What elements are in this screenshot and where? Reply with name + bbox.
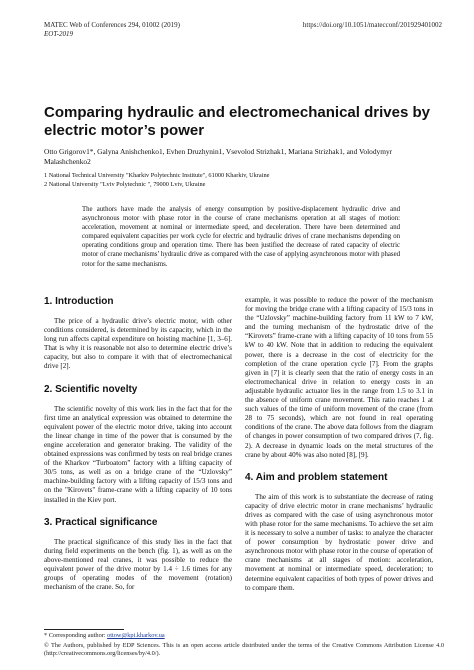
conference-line: EOT-2019 xyxy=(44,30,74,38)
abstract: The authors have made the analysis of energy consumption by positive-displacement hydraulic drive and asynchronous motor with phase rotor in the course of crane mechanisms operation at all stages of motion: acceleration, movement at nominal or intermediate speed, and deceleration. There have been determined and compared equivalent capacities per work cycle for electric and hydraulic drives of crane mechanisms depending on operating conditions group and operation time. There has been justified the decrease of rated capacity of electric motor of crane mechanisms’ hydraulic drive as compared with the case of applying asynchronous motor with phased rotor for the same mechanisms. xyxy=(82,206,400,268)
aim-paragraph: The aim of this work is to substantiate the decrease of rating capacity of drive electric motor in crane mechanisms’ hydraulic drives as compared with the case of using asynchronous motor with phase rotor for the same mechanisms. To achieve the set aim it is necessary to solve a number of tasks: to analyze the character of power consumption by hydrostatic power drive and asynchronous motor with phase rotor in the course of operation of crane mechanisms at all stages of motion: acceleration, movement at nominal or intermediate speed, deceleration; to determine equivalent capacities of both types of power drives and to compare them. xyxy=(245,492,433,592)
introduction-paragraph: The price of a hydraulic drive’s electric motor, with other conditions considered, is determined by its capacity, which in the long run affects capital expenditure on hoisting machine [1, 3–6]. That is why it is reasonable not also to determine electric drive’s capacity, but also to compare it with that of electromechanical drive [2]. xyxy=(44,317,232,371)
journal-header xyxy=(44,21,180,39)
author-names: Otto Grigorov1*, Galyna Anishchenko1, Evhen Druzhynin1, Vsevolod Strizhak1, Mariana Strizhak1, and Volodymyr Malashchenko2 xyxy=(44,147,393,166)
license-notice: © The Authors, published by EDP Sciences. This is an open access article distributed under the terms of the Creative Commons Attribution License 4.0 (http://creativecommons.org/licenses/by/4.0/). xyxy=(44,642,444,657)
footnote xyxy=(44,632,165,640)
footnote-label: * Corresponding author: xyxy=(44,632,108,639)
section-heading-introduction: 1. Introduction xyxy=(44,296,114,307)
paper-title: Comparing hydraulic and electromechanical drives by electric motor’s power xyxy=(44,104,430,139)
affiliation-1: 1 National Technical University "Kharkiv Polytechnic Institute", 61000 Kharkiv, Ukraine xyxy=(44,172,270,179)
practical-text xyxy=(44,538,232,593)
aim-text xyxy=(245,493,433,593)
section-heading-novelty: 2. Scientific novelty xyxy=(44,383,138,395)
introduction-text xyxy=(44,317,232,372)
author-list xyxy=(44,147,434,167)
practical-continued-paragraph: example, it was possible to reduce the power of the mechanism for moving the bridge crane with a lifting capacity of 15/3 tons in the “Uzlovsky” machine-building factory from 11 kW to 7 kW, and the turning mechanism of the hydrostatic drive of the “Kirovets” frame-crane with a lifting capacity of 10 tons from 55 kW to 40 kW. Note that in addition to reducing the equivalent power, there is a decrease in the cost of electricity for the completion of the crane operation cycle [7]. From the graphs given in [7] it is clearly seen that the ratio of energy costs in an electromechanical drive in relation to energy costs in an adjustable hydraulic actuator lies in the range from 1.5 to 3.1 in the absence of uniform crane movement. This ratio reaches 1 at such values of the time of uniform movement of the crane (from 28 to 75 seconds), which are not found in real operating conditions of the crane. The above data follows from the diagram of changes in power consumption of two compared drives (7, fig. 2). A decrease in dynamic loads on the metal structures of the crane by about 40% was also noted [8], [9]. xyxy=(245,296,433,459)
section-heading-aim: 4. Aim and problem statement xyxy=(245,471,388,483)
right-column xyxy=(245,296,433,593)
practical-continued-text xyxy=(245,296,433,460)
section-heading-practical: 3. Practical significance xyxy=(44,516,158,528)
footnote-rule xyxy=(44,629,124,630)
novelty-text xyxy=(44,405,232,505)
doi-link[interactable]: https://doi.org/10.1051/matecconf/201929401002 xyxy=(302,21,442,29)
journal-line: MATEC Web of Conferences 294, 01002 (2019) xyxy=(44,21,180,29)
left-column xyxy=(44,296,232,592)
corresponding-email-link[interactable]: ottow@kpi.kharkov.ua xyxy=(107,632,165,639)
affiliation-2: 2 National University "Lviv Polytechnic ", 79000 Lviv, Ukraine xyxy=(44,181,206,188)
novelty-paragraph: The scientific novelty of this work lies in the fact that for the first time an analytical expression was obtained to determine the equivalent power of the electric motor drive, taking into account the linear change in time of the power that is consumed by the engine acceleration and generator braking. The validity of the obtained expressions was confirmed by tests on real bridge cranes of the Kharkov “Turboatom” factory with a lifting capacity of 30/5 tons, as well as on a bridge crane of the “Uzlovsky” machine-building factory with a lifting capacity of 15/3 tons and on the "Kirovets" frame-crane with a lifting capacity of 10 tons installed in the Kiev port. xyxy=(44,404,232,504)
practical-paragraph: The practical significance of this study lies in the fact that during field experiments on the bench (fig. 1), as well as on the above-mentioned real cranes, it was possible to reduce the equivalent power of the drive motor by 1.4 ÷ 1.6 times for any groups of operating modes of the movement (rotation) mechanism of the crane. So, for xyxy=(44,537,232,592)
